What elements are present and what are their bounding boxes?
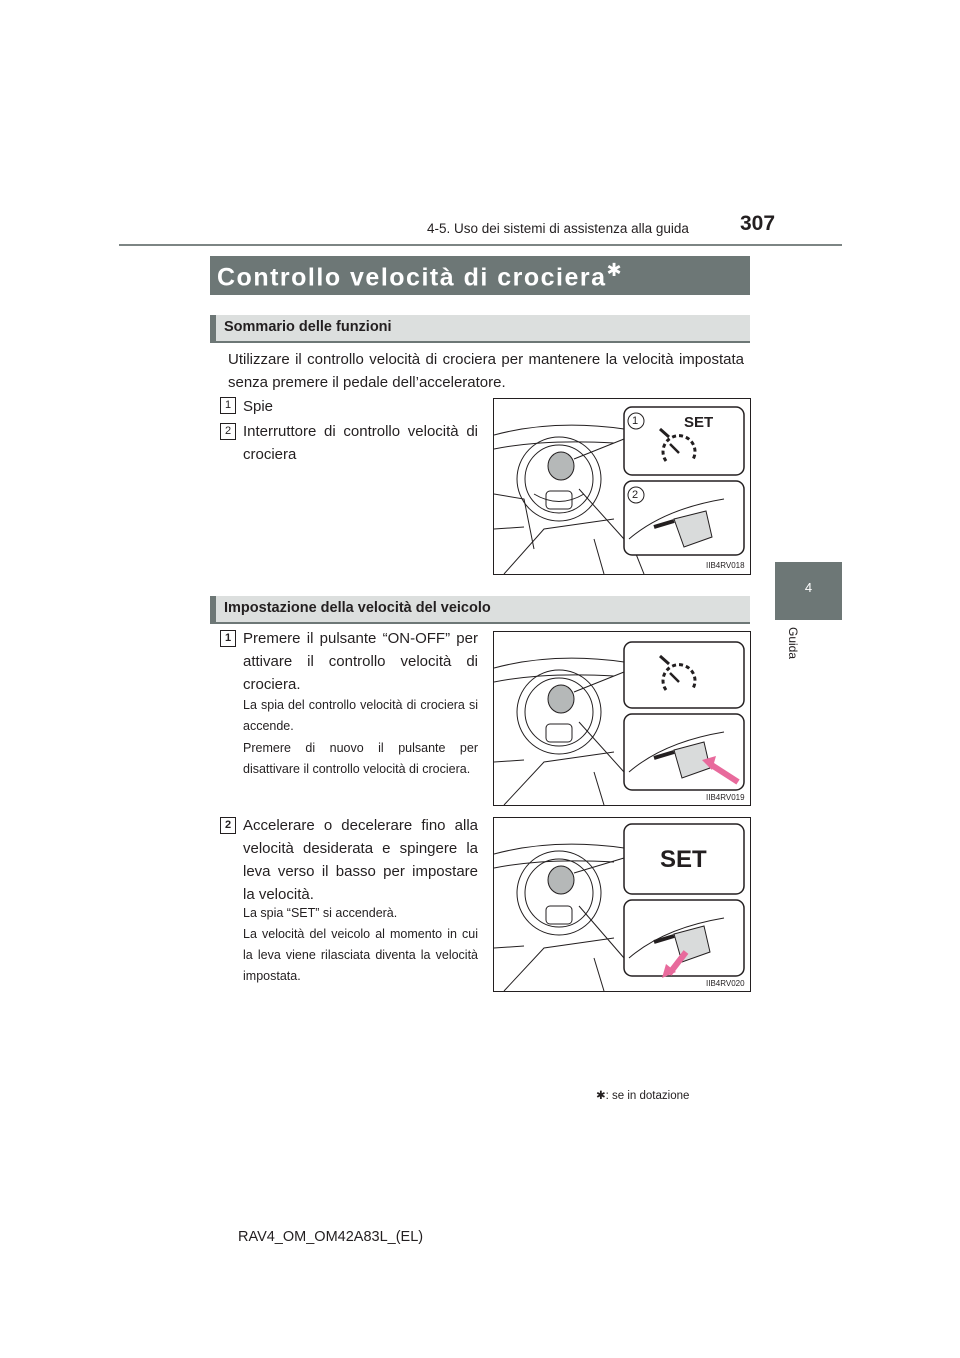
page-title: Controllo velocità di crociera✱ (217, 260, 624, 292)
chapter-tab-number: 4 (804, 580, 813, 595)
document-code: RAV4_OM_OM42A83L_(EL) (238, 1229, 424, 1245)
callout-1: 1 (632, 415, 639, 427)
footnote: ✱: se in dotazione (596, 1090, 690, 1102)
item-number-2: 2 (220, 423, 236, 440)
step-note-2b: La velocità del veicolo al momento in cui la leva viene rilasciata diventa la velocità impostata. (243, 927, 478, 983)
step-text-2: Accelerare o decelerare fino alla velocità desiderata e spingere la leva verso il basso per impostare la velocità. (243, 817, 478, 903)
figure-id: IIB4RV020 (706, 979, 745, 988)
set-indicator-label: SET (660, 846, 707, 873)
callout-2: 2 (632, 489, 639, 501)
step-note-2a: La spia “SET” si accenderà. (243, 906, 398, 920)
section-heading-summary: Sommario delle funzioni (210, 315, 750, 343)
figure-on-off-button (493, 631, 751, 806)
figure-cruise-control-overview (493, 398, 751, 575)
figure-set-lever (493, 817, 751, 992)
figure-id: IIB4RV019 (706, 793, 745, 802)
set-indicator-label: SET (684, 414, 714, 431)
intro-paragraph: Utilizzare il controllo velocità di crociera per mantenere la velocità impostata senza premere il pedale dell’acceleratore. (228, 351, 744, 391)
step-note-1b: Premere di nuovo il pulsante per disattivare il controllo velocità di crociera. (243, 741, 478, 776)
step-note-1a: La spia del controllo velocità di crociera si accende. (243, 698, 478, 733)
footnote-marker: ✱ (596, 1090, 606, 1102)
item-text-1: Spie (243, 398, 274, 415)
header-rule (119, 244, 842, 246)
section-heading-set-speed: Impostazione della velocità del veicolo (210, 596, 750, 624)
header-section-title: 4-5. Uso dei sistemi di assistenza alla guida (427, 221, 689, 236)
step-text-1: Premere il pulsante “ON-OFF” per attivare il controllo velocità di crociera. (243, 630, 478, 693)
step-number-2: 2 (220, 817, 236, 834)
optional-marker: ✱ (606, 260, 624, 280)
item-number-1: 1 (220, 397, 236, 414)
page-number: 307 (740, 212, 776, 235)
step-number-1: 1 (220, 630, 236, 647)
figure-id: IIB4RV018 (706, 561, 745, 570)
chapter-label: Guida (786, 627, 800, 660)
item-text-2: Interruttore di controllo velocità di crociera (243, 423, 478, 463)
